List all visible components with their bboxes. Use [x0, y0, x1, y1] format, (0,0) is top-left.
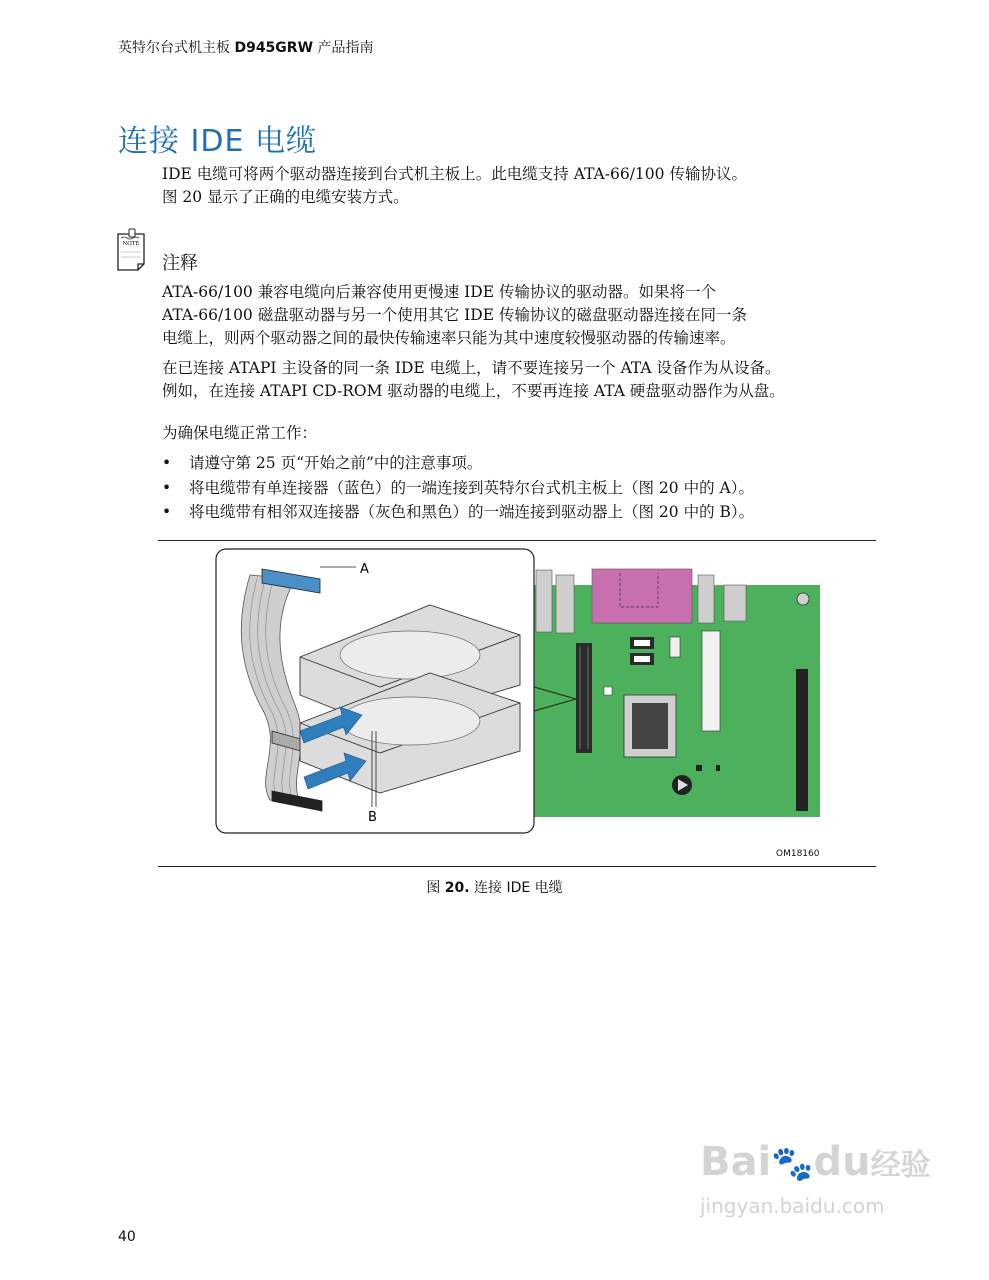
note-heading: 注释 — [162, 253, 198, 274]
figure-caption: 图 20. 连接 IDE 电缆 — [426, 880, 563, 896]
ide-cable-figure — [200, 545, 840, 845]
header-suffix: 产品指南 — [313, 40, 374, 56]
header-model: D945GRW — [234, 40, 314, 56]
figure-top-rule — [158, 540, 876, 541]
intro-line-2: 图 20 显示了正确的电缆安装方式。 — [162, 188, 409, 206]
figure-id: OM18160 — [776, 849, 820, 859]
figure-bottom-rule — [158, 866, 876, 867]
lead-text: 为确保电缆正常工作： — [162, 424, 318, 442]
note-p1-line-3: 电缆上，则两个驱动器之间的最快传输速率只能为其中速度较慢驱动器的传输速率。 — [162, 329, 736, 347]
note-p1-line-1: ATA-66/100 兼容电缆向后兼容使用更慢速 IDE 传输协议的驱动器。如果将一个 — [162, 283, 716, 301]
note-icon — [114, 228, 150, 272]
note-p2-line-2: 例如，在连接 ATAPI CD-ROM 驱动器的电缆上，不要再连接 ATA 硬盘驱动器作为从盘。 — [162, 382, 785, 400]
bullet-item: • 将电缆带有相邻双连接器（灰色和黑色）的一端连接到驱动器上（图 20 中的 B）。 — [162, 503, 755, 521]
note-icon-label: NOTE — [122, 241, 140, 247]
running-header — [118, 37, 373, 57]
note-p1-line-2: ATA-66/100 磁盘驱动器与另一个使用其它 IDE 传输协议的磁盘驱动器连接在同一条 — [162, 306, 747, 324]
intro-line-1: IDE 电缆可将两个驱动器连接到台式机主板上。此电缆支持 ATA-66/100 传输协议。 — [162, 165, 747, 183]
callout-a: A — [360, 562, 369, 577]
bullet-item: • 将电缆带有单连接器（蓝色）的一端连接到英特尔台式机主板上（图 20 中的 A）。 — [162, 479, 754, 497]
callout-b: B — [368, 810, 377, 825]
page-title: 连接 IDE 电缆 — [118, 124, 317, 159]
bullet-item: • 请遵守第 25 页“开始之前”中的注意事项。 — [162, 454, 483, 472]
header-prefix: 英特尔台式机主板 — [118, 40, 235, 56]
io-panel — [592, 569, 692, 623]
page-number: 40 — [118, 1229, 136, 1245]
motherboard-illustration — [530, 569, 820, 817]
baidu-watermark: Bai🐾du经验 jingyan.baidu.com — [700, 1139, 931, 1218]
note-p2-line-1: 在已连接 ATAPI 主设备的同一条 IDE 电缆上，请不要连接另一个 ATA 设备作为从设备。 — [162, 359, 781, 377]
